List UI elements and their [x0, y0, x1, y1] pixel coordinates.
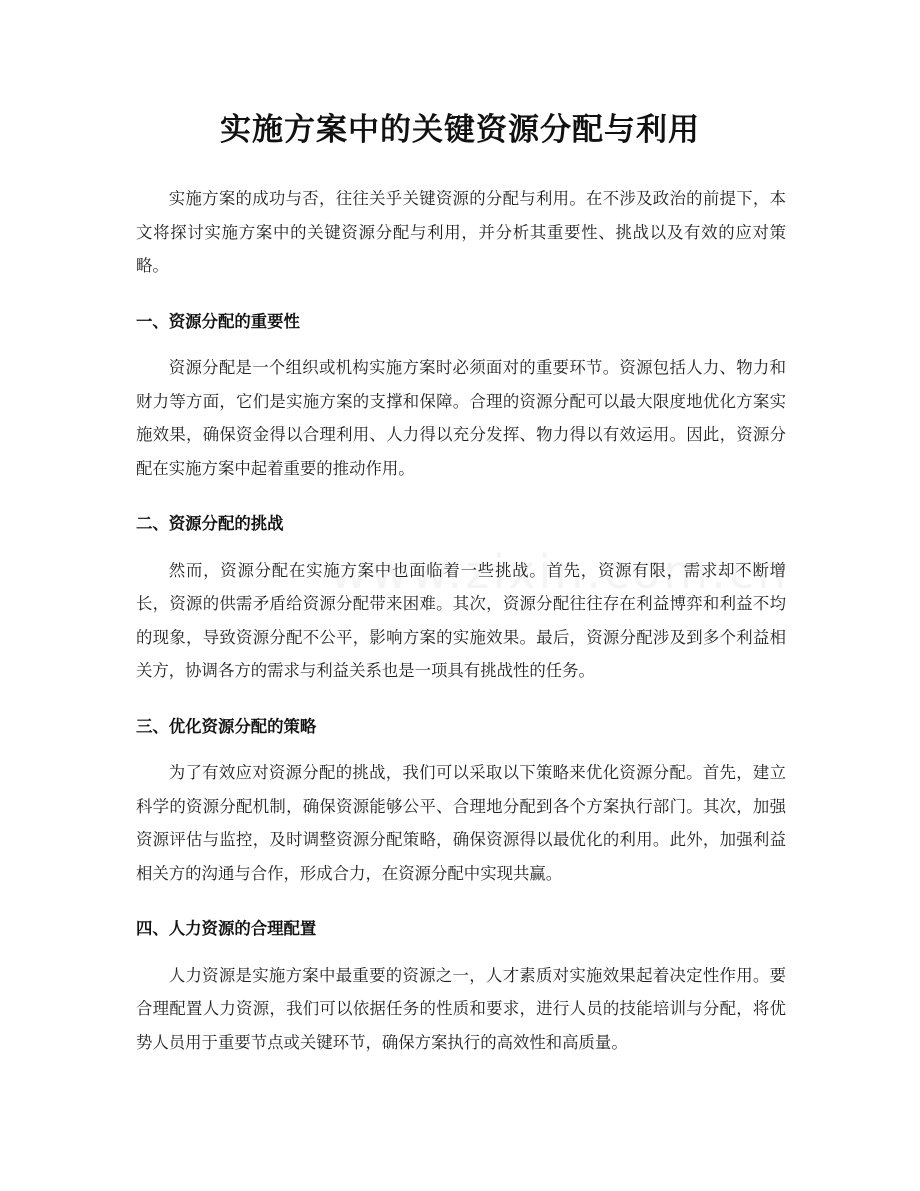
document-body — [136, 182, 786, 1059]
section-paragraph-4: 人力资源是实施方案中最重要的资源之一，人才素质对实施效果起着决定性作用。要合理配置人力资源，我们可以依据任务的性质和要求，进行人员的技能培训与分配，将优势人员用于重要节点或关键环节，确保方案执行的高效性和高质量。 — [136, 965, 786, 1052]
section-paragraph-3: 为了有效应对资源分配的挑战，我们可以采取以下策略来优化资源分配。首先，建立科学的资源分配机制，确保资源能够公平、合理地分配到各个方案执行部门。其次，加强资源评估与监控，及时调整资源分配策略，确保资源得以最优化的利用。此外，加强利益相关方的沟通与合作，形成合力，在资源分配中实现共赢。 — [136, 763, 786, 883]
section-paragraph-2: 然而，资源分配在实施方案中也面临着一些挑战。首先，资源有限，需求却不断增长，资源的供需矛盾给资源分配带来困难。其次，资源分配往往存在利益博弈和利益不均的现象，导致资源分配不公平，影响方案的实施效果。最后，资源分配涉及到多个利益相关方，协调各方的需求与利益关系也是一项具有挑战性的任务。 — [136, 560, 786, 680]
page-title: 实施方案中的关键资源分配与利用 — [220, 112, 700, 148]
intro-paragraph: 实施方案的成功与否，往往关乎关键资源的分配与利用。在不涉及政治的前提下，本文将探讨实施方案中的关键资源分配与利用，并分析其重要性、挑战以及有效的应对策略。 — [136, 189, 786, 275]
section-heading-2: 二、资源分配的挑战 — [136, 514, 284, 533]
section-heading-3: 三、优化资源分配的策略 — [136, 716, 317, 736]
section-paragraph-1: 资源分配是一个组织或机构实施方案时必须面对的重要环节。资源包括人力、物力和财力等方面，它们是实施方案的支撑和保障。合理的资源分配可以最大限度地优化方案实施效果，确保资金得以合理利用、人力得以充分发挥、物力得以有效运用。因此，资源分配在实施方案中起着重要的推动作用。 — [136, 358, 786, 478]
section-heading-4: 四、人力资源的合理配置 — [136, 919, 317, 938]
section-heading-1: 一、资源分配的重要性 — [136, 311, 300, 331]
